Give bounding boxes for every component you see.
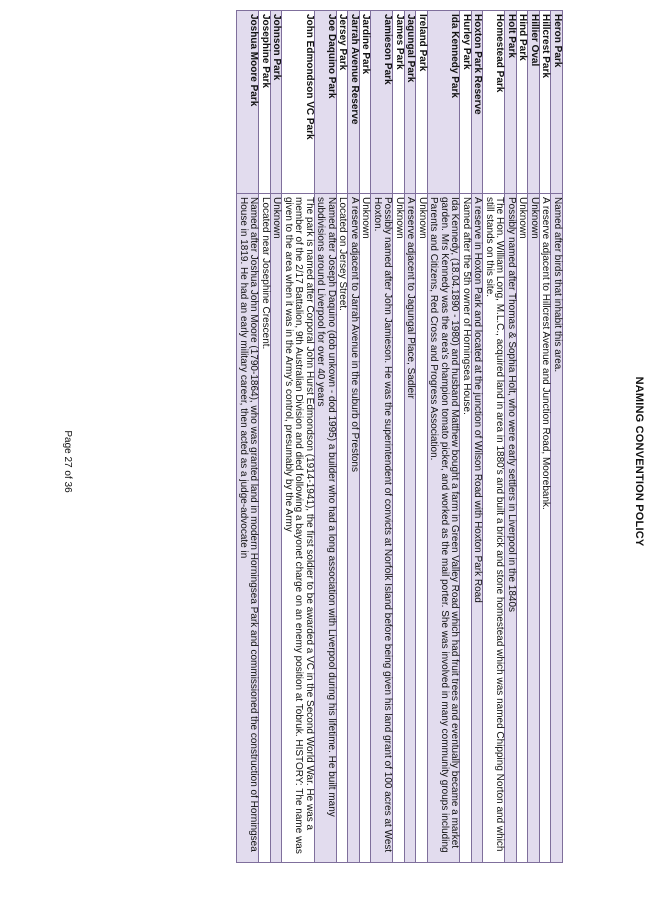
park-description-cell: Unknown	[517, 194, 529, 863]
park-description-cell: Ida Kennedy, (18.04.1890 - 1980) and husband Matthew bought a farm in Green Valley Road which had fruit trees and eventually became a market garden. Mrs Kennedy was the area's champion tomato picker, and worked as the mail porter. She was involved in many community groups including Parents and Citizens, Red Cross and Progress Association.	[428, 194, 461, 863]
park-name-cell: Johnson Park	[271, 11, 283, 194]
park-description-cell: A reserve adjacent to Hillcrest Avenue and Junction Road, Moorebank.	[540, 194, 552, 863]
park-description-cell: A reserve adjacent to Jarrah Avenue in the suburb of Prestons	[348, 194, 360, 863]
park-description-cell: Named after Joshua John Moore (1790-1864), who was granted land in modern Horningsea Park and commissioned the construction of Horningsea House in 1819. He had an early military career, then acted as a judge-advocate in	[237, 194, 259, 863]
table-row	[540, 11, 552, 863]
table-row	[517, 11, 529, 863]
table-row	[393, 11, 405, 863]
table-row	[528, 11, 540, 863]
park-description-cell: Named after the 5th owner of Horningsea House.	[460, 194, 472, 863]
park-description-cell: Possibly named after John Jamieson. He was the superintendent of convicts at Norfolk Island before being given his land grant of 100 acres at West Hoxton.	[371, 194, 393, 863]
park-description-cell: Named after Joseph Daquino (dob unkown - dod 1995) a builder who had a long association with Liverpool during his lifetime. He built many subdivisions around Liverpool for over 40 years	[315, 194, 337, 863]
table-row	[460, 11, 472, 863]
park-name-cell: Hillier Oval	[528, 11, 540, 194]
table-row	[483, 11, 505, 863]
park-description-cell: Unknown	[528, 194, 540, 863]
park-name-cell: Jamieson Park	[371, 11, 393, 194]
park-name-cell: Jarrah Avenue Reserve	[348, 11, 360, 194]
park-name-cell: Jersey Park	[337, 11, 349, 194]
park-names-table-body	[237, 11, 563, 863]
table-row	[348, 11, 360, 863]
table-row	[282, 11, 315, 863]
park-description-cell: A reserve adjacent to Jagungal Place, Sadleir	[405, 194, 417, 863]
table-row	[416, 11, 428, 863]
park-description-cell: A reserve in Hoxton Park and located at the junction of Wilson Road with Hoxton Park Road	[472, 194, 484, 863]
park-name-cell: Ida Kennedy Park	[428, 11, 461, 194]
park-name-cell: Joshua Moore Park	[237, 11, 259, 194]
table-row	[405, 11, 417, 863]
park-name-cell: Jagungal Park	[405, 11, 417, 194]
park-name-cell: Hillcrest Park	[540, 11, 552, 194]
table-row	[371, 11, 393, 863]
table-row	[237, 11, 259, 863]
park-name-cell: Josephine Park	[259, 11, 271, 194]
park-name-cell: Hurley Park	[460, 11, 472, 194]
table-row	[271, 11, 283, 863]
park-description-cell: Unknown	[271, 194, 283, 863]
park-name-cell: Ireland Park	[416, 11, 428, 194]
park-name-cell: Heron Park	[551, 11, 563, 194]
park-name-cell: Hind Park	[517, 11, 529, 194]
park-name-cell: Hoxton Park Reserve	[472, 11, 484, 194]
park-description-cell: Unknown	[393, 194, 405, 863]
park-description-cell: Located near Josephine Crescent.	[259, 194, 271, 863]
table-row	[428, 11, 461, 863]
park-description-cell: The Hon. William Long, M.L.C., acquired land in area in 1880's and built a brick and stone homestead which was named Chipping Norton and which still stands on this site.	[483, 194, 505, 863]
table-row	[472, 11, 484, 863]
table-row	[551, 11, 563, 863]
page-number: Page 27 of 36	[62, 430, 73, 493]
park-description-cell: The park is named after Corporal John Hurst Edmondson (1914-1941), the first soldier to be awarded a VC in the Second World War. He was a member of the 2/17 Battalion, 9th Australian Division and died following a bayonet charge on an enemy position at Tobruk. HISTORY: The name was given to the area when it was in the Army's control, presumably by the Army	[282, 194, 315, 863]
table-row	[505, 11, 517, 863]
park-description-cell: Unknown	[360, 194, 372, 863]
table-row	[337, 11, 349, 863]
park-names-table	[237, 10, 564, 863]
park-description-cell: Named after birds that inhabit this area.	[551, 194, 563, 863]
park-name-cell: Holt Park	[505, 11, 517, 194]
document-title: NAMING CONVENTION POLICY	[633, 376, 645, 547]
table-row	[315, 11, 337, 863]
park-name-cell: John Edmondson VC Park	[282, 11, 315, 194]
park-name-cell: Homestead Park	[483, 11, 505, 194]
park-name-cell: Jardine Park	[360, 11, 372, 194]
park-description-cell: Unknown	[416, 194, 428, 863]
table-row	[259, 11, 271, 863]
park-description-cell: Possibly named after Thomas & Sophia Holt, who were early settlers in Liverpool in the 1840s	[505, 194, 517, 863]
table-row	[360, 11, 372, 863]
park-name-cell: James Park	[393, 11, 405, 194]
park-description-cell: Located on Jersey Street.	[337, 194, 349, 863]
park-name-cell: Joe Daquino Park	[315, 11, 337, 194]
